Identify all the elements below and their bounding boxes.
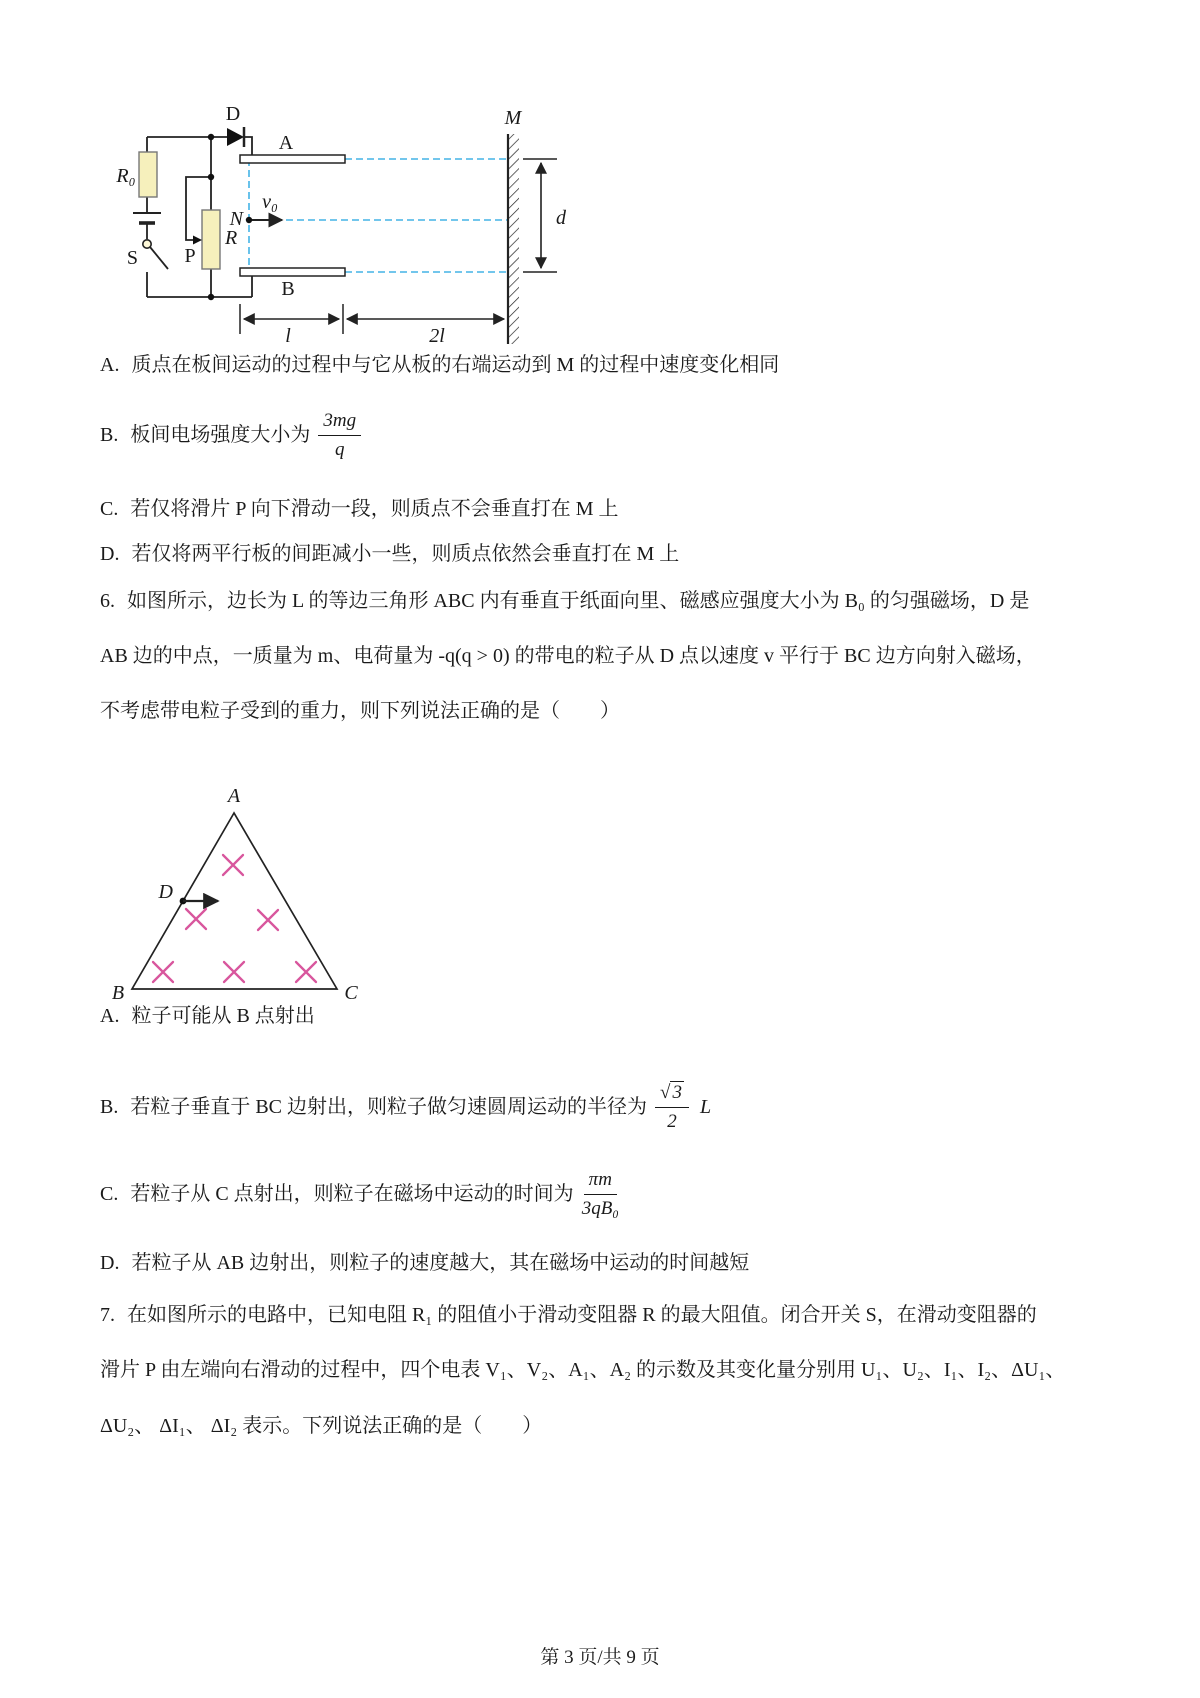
q6-option-b [100,1072,711,1142]
option-text: 板间电场强度大小为 [130,424,311,446]
option-label: A. [100,1005,120,1027]
option-text: 若粒子从 AB 边射出，则粒子的速度越大，其在磁场中运动的时间越短 [131,1252,750,1274]
diode [227,127,244,147]
option-label: C. [100,498,119,520]
option-label: A. [100,354,120,376]
q7-stem-line3 [100,1413,542,1439]
dimension-l-label: l [285,325,291,347]
plate-b-label: B [281,278,295,300]
entry-point-label: N [229,208,243,230]
resistor-r0 [139,152,157,197]
fraction-numerator: 3mg [318,410,361,436]
fraction [582,1169,619,1220]
radical-sign: √ [660,1081,671,1103]
plate-b [240,268,345,276]
option-label: C. [100,1183,119,1205]
slider-label: P [184,245,196,267]
q6-stem-line3 [100,698,620,724]
diode-label: D [225,103,241,125]
vertex-a-label: A [227,785,241,807]
fraction-denominator: 2 [667,1110,677,1132]
fraction [655,1082,689,1133]
rheostat-label: R [225,227,238,249]
option-text: 若仅将两平行板的间距减小一些，则质点依然会垂直打在 M 上 [131,543,680,565]
screen-hatching [509,134,519,344]
field-cross-marks [153,855,316,982]
option-suffix: L [699,1096,712,1118]
q6-option-a [100,1003,315,1029]
dimension-2l-label: 2l [429,325,445,347]
option-text: 若粒子垂直于 BC 边射出，则粒子做匀速圆周运动的半径为 [130,1096,648,1118]
resistor-r0-label: R₀ [116,165,136,187]
question-text: ΔU₂、 ΔI₁、 ΔI₂ 表示。下列说法正确的是（ ） [100,1415,543,1437]
q5-option-a [100,352,779,378]
question-text: 在如图所示的电路中，已知电阻 R₁ 的阻值小于滑动变阻器 R 的最大阻值。闭合开关 S，在滑动变阻器的 [127,1304,1037,1326]
q6-stem-line1 [100,588,1029,614]
dimension-d-label: d [556,207,566,229]
vertex-c-label: C [344,982,358,1004]
dimension-d [523,159,557,272]
velocity-label: v₀ [262,191,278,213]
question-number: 7. [100,1304,115,1326]
option-label: D. [100,543,120,565]
page-number: 第 3 页/共 9 页 [540,1647,660,1668]
q5-option-c [100,496,619,522]
battery [133,213,161,223]
question-text: 不考虑带电粒子受到的重力，则下列说法正确的是（ ） [100,700,620,722]
question-text: AB 边的中点，一质量为 m、电荷量为 -q(q > 0) 的带电的粒子从 D 点以速度 v 平行于 BC 边方向射入磁场， [100,645,1036,667]
fraction-numerator: πm [584,1169,617,1195]
question-text: 滑片 P 由左端向右滑动的过程中，四个电表 V₁、V₂、A₁、A₂ 的示数及其变化量分别用 U₁、U₂、I₁、I₂、ΔU₁、 [100,1359,1066,1381]
triangle-field-figure [85,772,385,1012]
circuit-figure [100,92,580,350]
q7-stem-line2 [100,1357,1065,1383]
fraction-denominator: 3qB₀ [581,1197,619,1219]
plate-a [240,155,345,163]
fraction-numerator [655,1082,689,1108]
option-label: B. [100,1096,119,1118]
point-d-label: D [158,881,173,903]
fraction [318,410,361,461]
option-text: 若仅将滑片 P 向下滑动一段，则质点不会垂直打在 M 上 [130,498,619,520]
q5-option-d [100,541,679,567]
question-text: 如图所示，边长为 L 的等边三角形 ABC 内有垂直于纸面向里、磁感应强度大小为 B₀ 的匀强磁场，D 是 [127,590,1030,612]
fraction-denominator: q [334,438,345,460]
option-label: B. [100,424,119,446]
q6-option-d [100,1250,749,1276]
plate-a-label: A [278,132,294,154]
q5-option-b [100,404,369,466]
q7-stem-line1 [100,1302,1037,1328]
q6-stem-line2 [100,643,1036,669]
option-text: 质点在板间运动的过程中与它从板的右端运动到 M 的过程中速度变化相同 [131,354,780,376]
radicand: 3 [672,1081,682,1103]
q6-option-c [100,1160,627,1228]
vertex-b-label: B [111,982,125,1004]
slider-arrow [193,236,202,245]
switch [143,240,168,269]
screen-label: M [504,107,522,129]
option-text: 若粒子从 C 点射出，则粒子在磁场中运动的时间为 [130,1183,574,1205]
trajectory-guides [249,159,508,272]
question-number: 6. [100,590,115,612]
option-text: 粒子可能从 B 点射出 [131,1005,315,1027]
switch-label: S [126,247,138,269]
rheostat [193,210,220,269]
dimension-l [240,304,504,334]
option-label: D. [100,1252,120,1274]
